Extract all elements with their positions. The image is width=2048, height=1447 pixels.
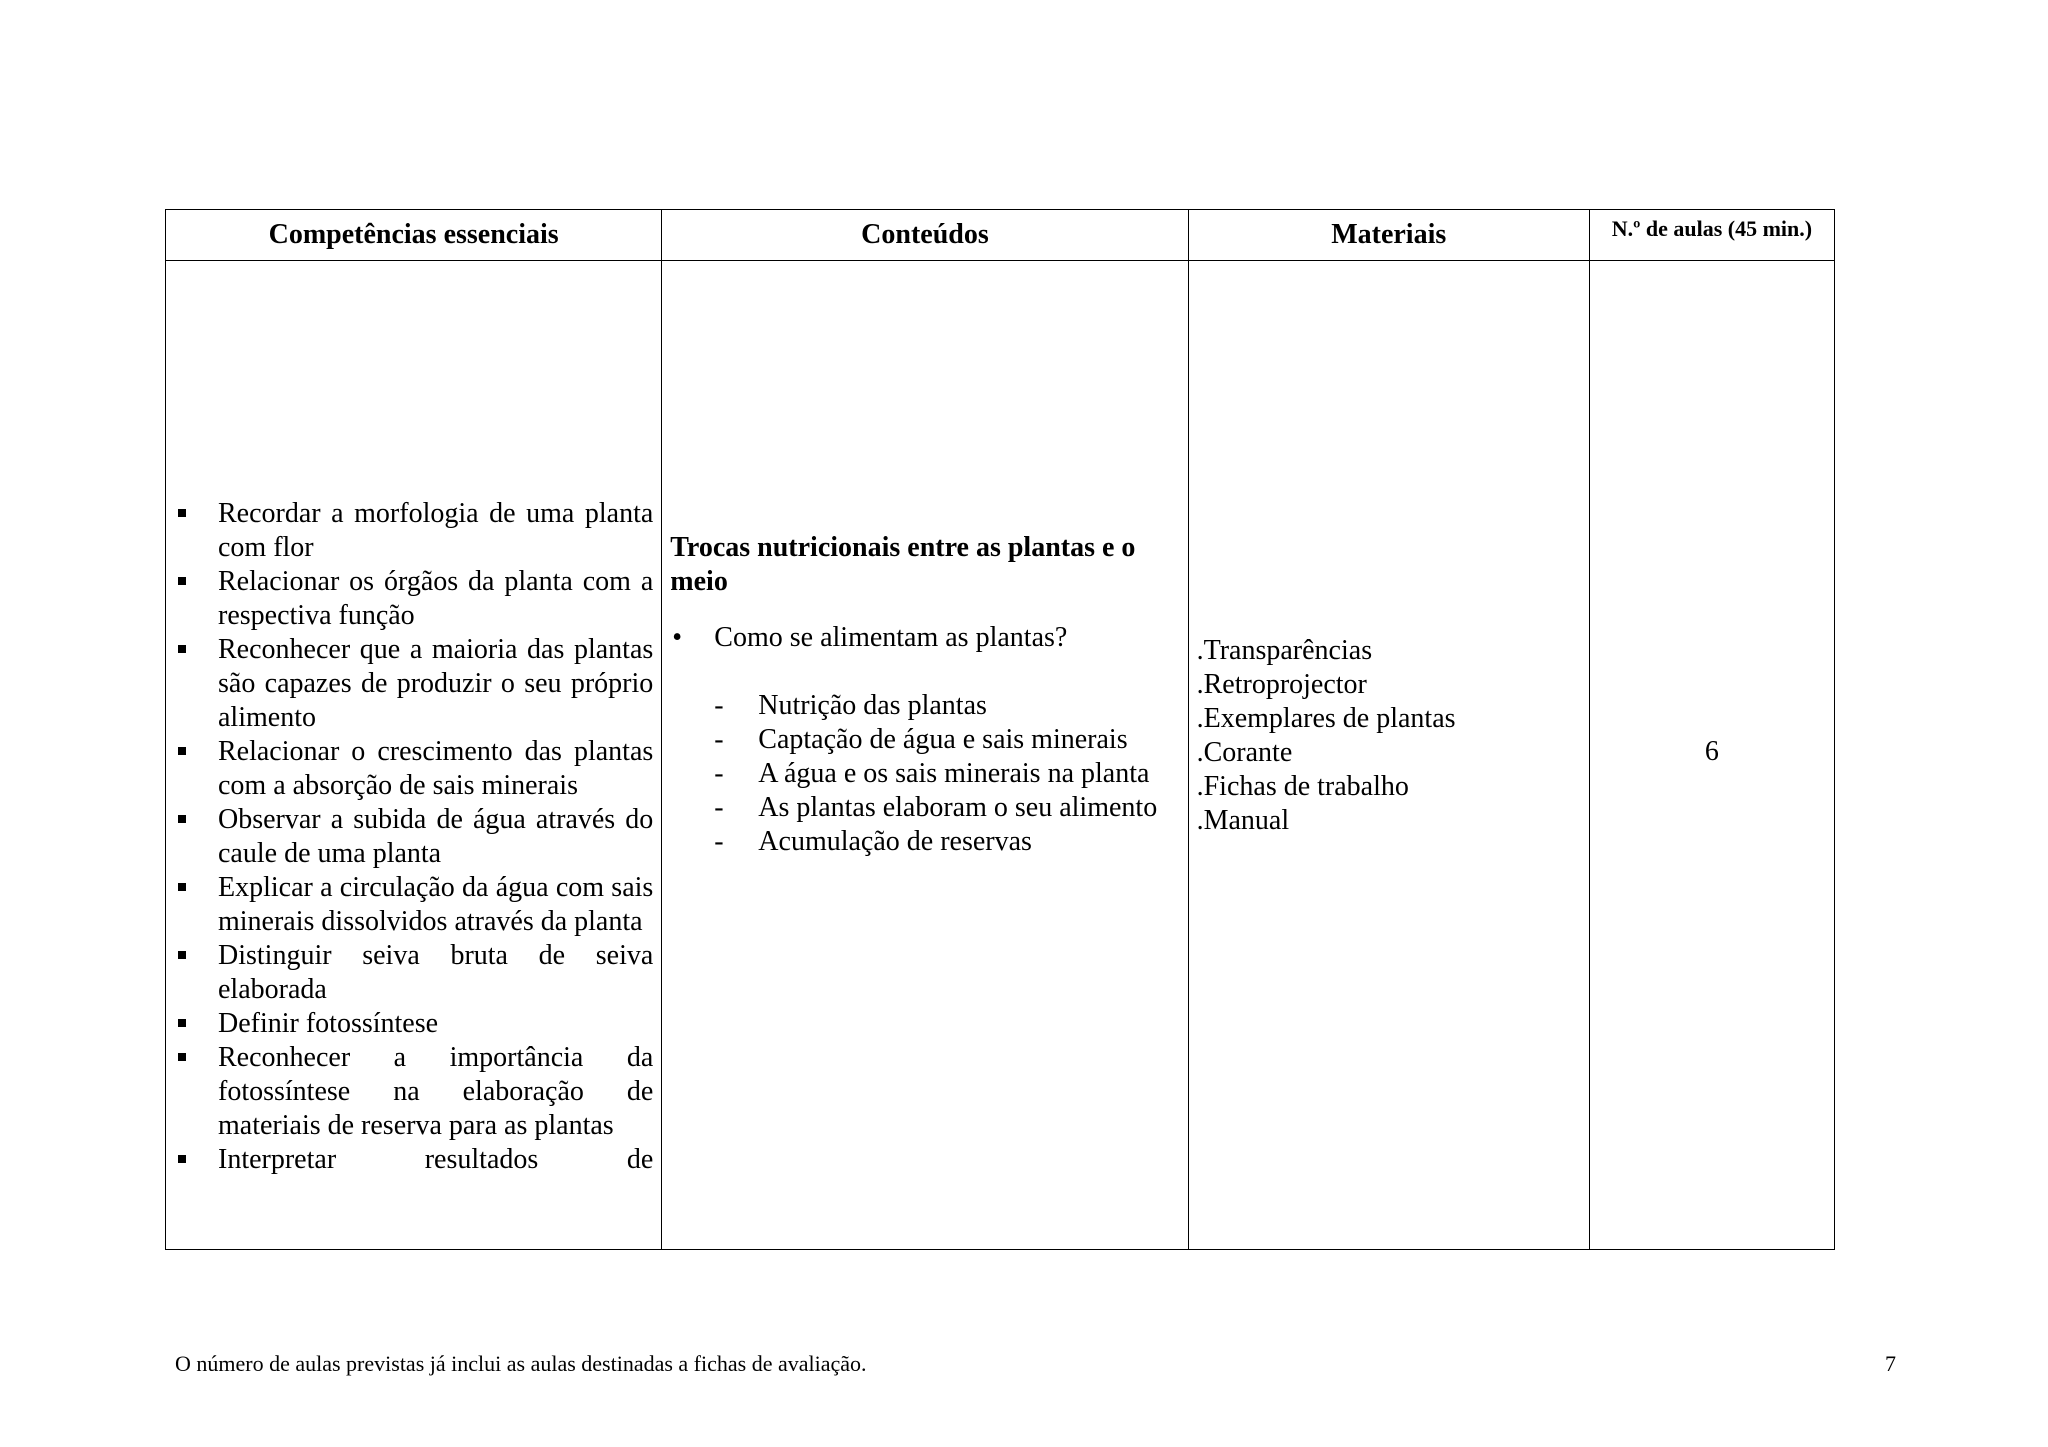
competencia-item: Definir fotossíntese [178,1007,653,1041]
square-bullet-icon [178,1053,186,1061]
square-bullet-icon [178,1155,186,1163]
competencia-item: Relacionar o crescimento das plantas com a absorção de sais minerais [178,735,653,803]
subtopic-item: - Nutrição das plantas [714,690,987,721]
competencias-list [178,497,653,1177]
competencia-item: Relacionar os órgãos da planta com a respectiva função [178,565,653,633]
dash-bullet-icon: - [714,758,724,789]
material-item: .Retroprojector [1196,669,1367,700]
table-header-row [166,210,1835,261]
competencia-item: Reconhecer que a maioria das plantas são capazes de produzir o seu próprio alimento [178,633,653,735]
planning-table [165,209,1835,1250]
competencia-item: Recordar a morfologia de uma planta com flor [178,497,653,565]
aulas-cell [1589,261,1834,1250]
subtopic-item: - A água e os sais minerais na planta [714,758,1150,789]
aulas-count: 6 [1704,736,1719,767]
subtopic-item: - As plantas elaboram o seu alimento [714,792,1158,823]
square-bullet-icon [178,815,186,823]
dash-bullet-icon: - [714,690,724,721]
header-materiais: Materiais [1188,210,1589,261]
conteudos-question: • Como se alimentam as plantas? [672,622,1068,653]
table-body-row [166,261,1835,1250]
header-aulas: N.º de aulas (45 min.) [1589,210,1834,261]
footer-note: O número de aulas previstas já inclui as aulas destinadas a fichas de avaliação. [175,1351,867,1376]
square-bullet-icon [178,883,186,891]
competencia-item: Explicar a circulação da água com sais minerais dissolvidos através da planta [178,871,653,939]
square-bullet-icon [178,1019,186,1027]
bullet-dot-icon: • [672,622,683,653]
material-item: .Manual [1196,805,1290,836]
dash-bullet-icon: - [714,826,724,857]
conteudos-subtopics [670,689,1179,859]
square-bullet-icon [178,577,186,585]
dash-bullet-icon: - [714,792,724,823]
material-item: .Fichas de trabalho [1196,771,1409,802]
header-conteudos: Conteúdos [662,210,1188,261]
conteudos-cell [662,261,1188,1250]
square-bullet-icon [178,951,186,959]
conteudos-block [670,531,1179,859]
competencia-item: Distinguir seiva bruta de seiva elaborada [178,939,653,1007]
subtopic-item: - Acumulação de reservas [714,826,1032,857]
material-item: .Exemplares de plantas [1196,703,1456,734]
header-competencias: Competências essenciais [166,210,662,261]
materiais-cell [1188,261,1589,1250]
subtopic-item: - Captação de água e sais minerais [714,724,1128,755]
materiais-list [1197,634,1585,838]
competencias-cell [166,261,662,1250]
material-item: .Transparências [1196,635,1373,666]
square-bullet-icon [178,747,186,755]
competencia-item: Interpretar resultados de [178,1143,653,1177]
square-bullet-icon [178,645,186,653]
page-number: 7 [1885,1351,1896,1376]
dash-bullet-icon: - [714,724,724,755]
square-bullet-icon [178,509,186,517]
material-item: .Corante [1196,737,1293,768]
competencia-item: Reconhecer a importância da fotossíntese na elaboração de materiais de reserva para as plantas [178,1041,653,1143]
competencia-item: Observar a subida de água através do caule de uma planta [178,803,653,871]
conteudos-title: Trocas nutricionais entre as plantas e o meio [670,532,1136,597]
